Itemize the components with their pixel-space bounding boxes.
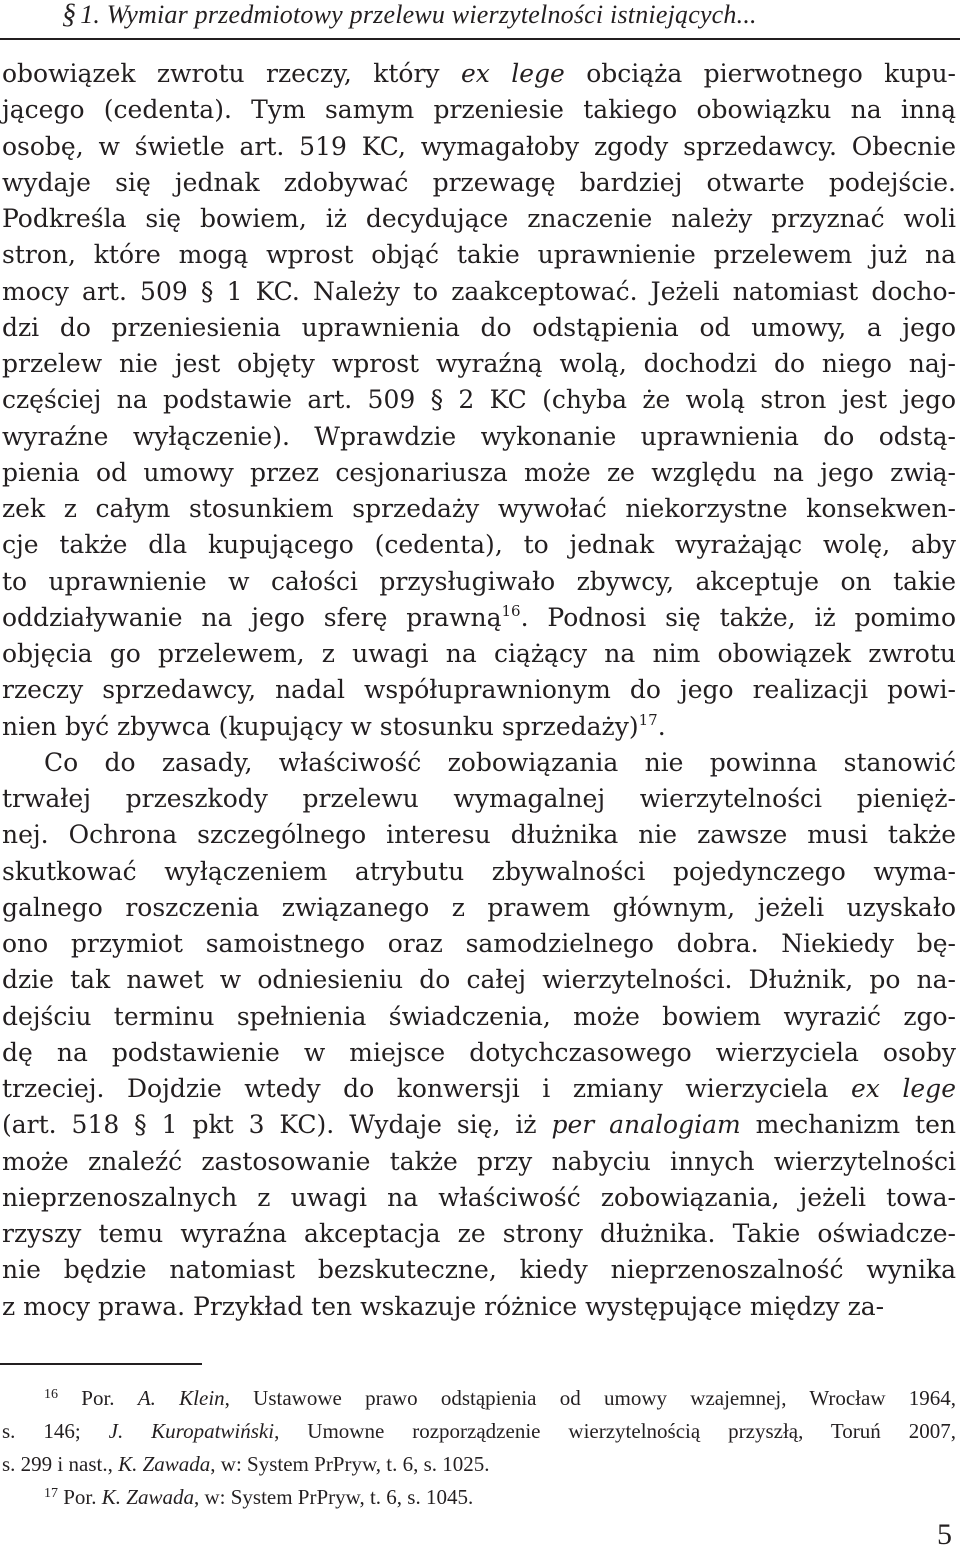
text-span: stron, które mogą wprost objąć takie uprawnienie przelewem już na bbox=[2, 240, 956, 270]
text-span: trzeciej. Dojdzie wtedy do konwersji i zmiany wierzyciela bbox=[2, 1074, 851, 1103]
footnote-reference: 16 bbox=[44, 1387, 58, 1402]
body-line bbox=[2, 890, 956, 926]
body-line bbox=[2, 346, 956, 382]
page-number: 5 bbox=[937, 1518, 952, 1551]
body-line bbox=[2, 419, 956, 455]
header-rule bbox=[0, 38, 960, 40]
text-span: (art. 518 § 1 pkt 3 KC). Wydaje się, iż bbox=[2, 1110, 552, 1140]
text-span: . bbox=[657, 711, 666, 741]
emphasis-text: A. Klein bbox=[137, 1386, 225, 1410]
emphasis-text: ex lege bbox=[850, 1074, 956, 1103]
body-line bbox=[2, 564, 956, 600]
emphasis-text: ex lege bbox=[460, 59, 565, 88]
header-title: 1. Wymiar przedmiotowy przelewu wierzytelności istniejących... bbox=[80, 0, 757, 29]
footnote-reference: 16 bbox=[501, 601, 521, 620]
text-span: wyraźne wyłączenie). Wprawdzie wykonanie uprawnienia do odstą- bbox=[2, 421, 956, 451]
text-span: przelew nie jest objęty wprost wyraźną wolą, dochodzi do niego naj- bbox=[2, 349, 956, 378]
emphasis-text: J. Kuropatwiński bbox=[108, 1419, 275, 1443]
text-span: s. 146; bbox=[2, 1419, 109, 1443]
emphasis-text: per analogiam bbox=[551, 1110, 741, 1140]
body-line bbox=[2, 999, 956, 1035]
body-line bbox=[2, 1180, 956, 1216]
body-line bbox=[2, 926, 956, 962]
body-line bbox=[2, 962, 956, 998]
running-header bbox=[62, 0, 942, 30]
body-line bbox=[2, 1144, 956, 1180]
text-span: dejściu terminu spełnienia świadczenia, może bowiem wyrazić zgo- bbox=[2, 1001, 956, 1031]
footnote-separator bbox=[0, 1363, 202, 1365]
text-span: cje także dla kupującego (cedenta), to jednak wyrażając wolę, aby bbox=[2, 530, 956, 560]
body-line bbox=[2, 382, 956, 418]
body-line bbox=[2, 1035, 956, 1071]
footnote-line bbox=[44, 1383, 956, 1413]
emphasis-text: K. Zawada bbox=[101, 1485, 194, 1509]
text-span: Por. bbox=[58, 1386, 138, 1410]
body-line bbox=[2, 1071, 956, 1107]
body-line bbox=[2, 274, 956, 310]
body-line bbox=[2, 672, 956, 708]
text-span: jącego (cedenta). Tym samym przeniesie takiego obowiązku na inną bbox=[2, 95, 956, 125]
text-span: mechanizm ten bbox=[740, 1110, 956, 1140]
text-span: Podkreśla się bowiem, iż decydujące znaczenie należy przyznać woli bbox=[2, 204, 956, 233]
body-line bbox=[2, 92, 956, 128]
text-span: s. 299 i nast., bbox=[2, 1452, 119, 1476]
footnote-reference: 17 bbox=[638, 710, 658, 729]
text-span: nieprzenoszalnych z uwagi na właściwość zobowiązania, jeżeli towa- bbox=[2, 1182, 956, 1212]
footnote-line bbox=[44, 1482, 956, 1512]
text-span: , Ustawowe prawo odstąpienia od umowy wzajemnej, Wrocław 1964, bbox=[224, 1386, 957, 1410]
text-span: może znaleźć zastosowanie także przy nabyciu innych wierzytelności bbox=[2, 1146, 956, 1176]
text-span: rzeczy sprzedawcy, nadal współuprawnionym do jego realizacji powi- bbox=[2, 675, 956, 705]
body-line bbox=[2, 56, 956, 92]
body-line bbox=[2, 1216, 956, 1252]
body-line bbox=[2, 636, 956, 672]
body-line bbox=[2, 709, 956, 745]
body-line bbox=[2, 1289, 956, 1325]
body-line bbox=[2, 310, 956, 346]
body-line bbox=[2, 201, 956, 237]
text-span: obowiązek zwrotu rzeczy, który bbox=[2, 59, 461, 88]
text-span: ono przymiot samoistnego oraz samodzielnego dobra. Niekiedy bę- bbox=[2, 929, 956, 958]
text-span: dzie tak nawet w odniesieniu do całej wierzytelności. Dłużnik, po na- bbox=[2, 965, 956, 995]
text-span: zek z całym stosunkiem sprzedaży wywołać niekorzystne konsekwen- bbox=[2, 494, 956, 523]
text-span: trwałej przeszkody przelewu wymagalnej wierzytelności pienięż- bbox=[2, 784, 956, 813]
body-line bbox=[2, 129, 956, 165]
text-span: rzyszy temu wyraźna akceptacja ze strony dłużnika. Takie oświadcze- bbox=[2, 1219, 956, 1248]
body-line bbox=[2, 854, 956, 890]
text-span: to uprawnienie w całości przysługiwało zbywcy, akceptuje on takie bbox=[2, 566, 956, 596]
body-line bbox=[2, 491, 956, 527]
footnote-reference: 17 bbox=[44, 1486, 58, 1501]
body-line bbox=[2, 237, 956, 273]
body-line bbox=[2, 165, 956, 201]
text-span: pienia od umowy przez cesjonariusza może ze względu na jego zwią- bbox=[2, 457, 956, 487]
text-span: . Podnosi się także, iż pomimo bbox=[520, 602, 956, 632]
body-line bbox=[2, 455, 956, 491]
body-line bbox=[2, 817, 956, 853]
body-line bbox=[2, 1252, 956, 1288]
text-span: dzi do przeniesienia uprawnienia do odstąpienia od umowy, a jego bbox=[2, 312, 956, 342]
body-line bbox=[2, 781, 956, 817]
text-span: galnego roszczenia związanego z prawem głównym, jeżeli uzyskało bbox=[2, 892, 956, 922]
text-span: z mocy prawa. Przykład ten wskazuje różnice występujące między za- bbox=[2, 1291, 885, 1321]
text-span: wydaje się jednak zdobywać przewagę bardziej otwarte podejście. bbox=[2, 167, 956, 197]
text-span: Por. bbox=[58, 1485, 102, 1509]
text-span: , Umowne rozporządzenie wierzytelnością przyszłą, Toruń 2007, bbox=[274, 1419, 956, 1443]
text-span: oddziaływanie na jego sferę prawną bbox=[2, 602, 502, 632]
body-line bbox=[2, 1107, 956, 1143]
text-span: nie będzie natomiast bezskuteczne, kiedy nieprzenoszalność wynika bbox=[2, 1255, 956, 1285]
text-span: nej. Ochrona szczególnego interesu dłużnika nie zawsze musi także bbox=[2, 820, 956, 850]
text-span: obciąża pierwotnego kupu- bbox=[564, 59, 956, 88]
text-span: dę na podstawienie w miejsce dotychczasowego wierzyciela osoby bbox=[2, 1037, 956, 1067]
footnote-line bbox=[2, 1449, 956, 1479]
text-span: skutkować wyłączeniem atrybutu zbywalności pojedynczego wyma- bbox=[2, 856, 956, 886]
text-span: nien być zbywca (kupujący w stosunku sprzedaży) bbox=[2, 711, 639, 741]
section-sign: § bbox=[62, 0, 77, 30]
body-line bbox=[2, 600, 956, 636]
text-span: mocy art. 509 § 1 KC. Należy to zaakceptować. Jeżeli natomiast docho- bbox=[2, 276, 956, 306]
text-span: Co do zasady, właściwość zobowiązania nie powinna stanowić bbox=[44, 747, 956, 777]
body-line bbox=[44, 745, 956, 781]
text-span: osobę, w świetle art. 519 KC, wymagałoby zgody sprzedawcy. Obecnie bbox=[2, 131, 956, 161]
text-span: częściej na podstawie art. 509 § 2 KC (chyba że wolą stron jest jego bbox=[2, 385, 956, 415]
footnote-line bbox=[2, 1416, 956, 1446]
text-span: , w: System PrPryw, t. 6, s. 1025. bbox=[210, 1452, 490, 1476]
text-span: , w: System PrPryw, t. 6, s. 1045. bbox=[193, 1485, 474, 1509]
emphasis-text: K. Zawada bbox=[118, 1452, 211, 1476]
text-span: objęcia go przelewem, z uwagi na ciążący na nim obowiązek zwrotu bbox=[2, 639, 956, 668]
body-line bbox=[2, 527, 956, 563]
